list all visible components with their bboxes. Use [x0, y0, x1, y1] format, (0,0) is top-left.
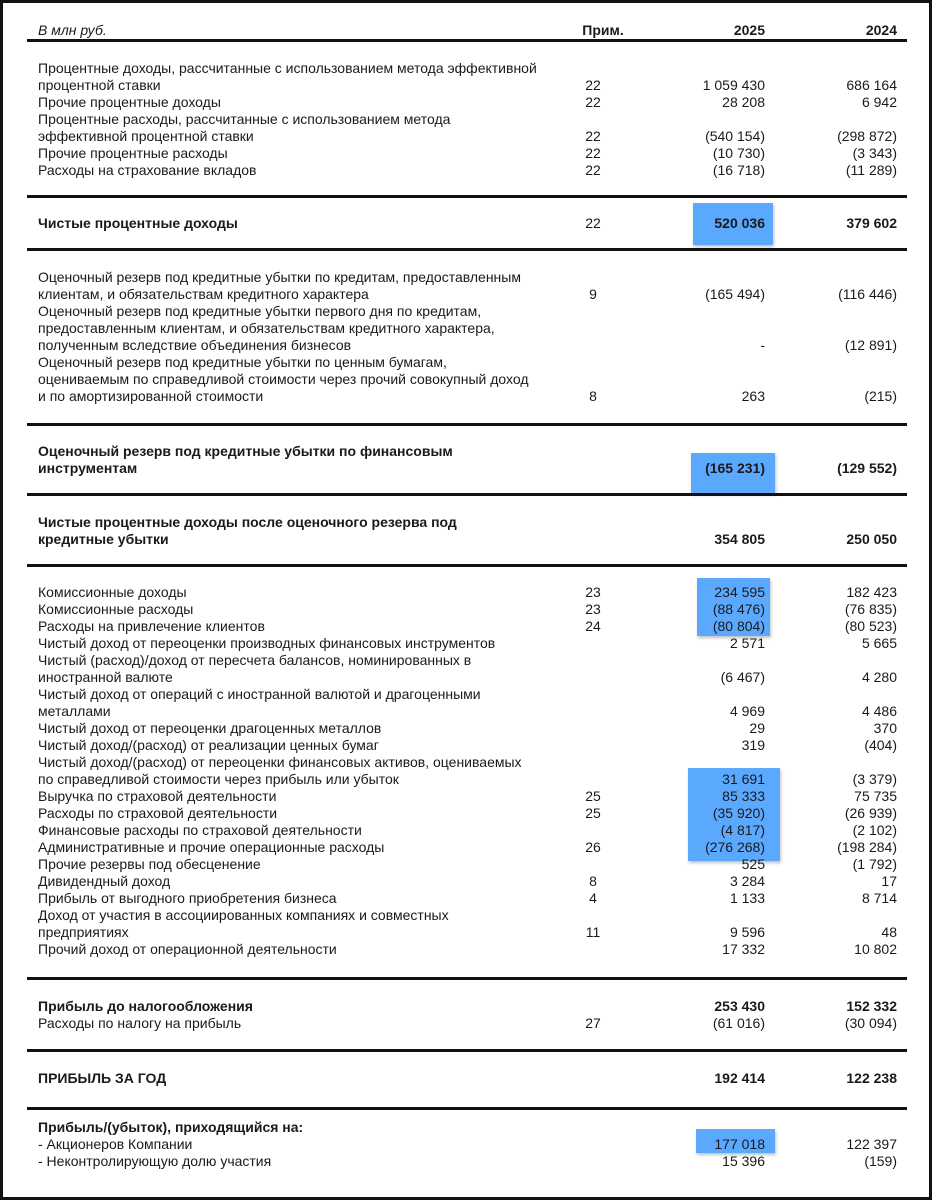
row-value-2025: 354 805	[714, 531, 765, 547]
table-row-total	[38, 1070, 898, 1087]
row-label: Прочие резервы под обесценение	[38, 856, 261, 872]
row-note: 9	[589, 286, 597, 302]
row-value-2025: 3 284	[729, 873, 765, 889]
table-row	[38, 269, 898, 303]
table-row	[38, 941, 898, 958]
row-label: Прибыль/(убыток), приходящийся на:	[38, 1119, 304, 1135]
table-row	[38, 635, 898, 652]
row-label: Комиссионные расходы	[38, 601, 194, 617]
row-label: Административные и прочие операционные расходы	[38, 839, 385, 855]
section-divider	[27, 1107, 907, 1110]
table-row	[38, 737, 898, 754]
table-row	[38, 162, 898, 179]
row-value-2024: 182 423	[846, 584, 897, 600]
year-2025-column-header: 2025	[733, 22, 765, 38]
row-value-2025: (4 817)	[720, 822, 765, 838]
row-value-2025: 1 059 430	[702, 77, 765, 93]
row-value-2024: (404)	[864, 737, 897, 753]
row-label: Финансовые расходы по страховой деятельности	[38, 822, 362, 838]
row-value-2025: 234 595	[714, 584, 765, 600]
row-label: Чистый доход от операций с иностранной валютой и драгоценными металлами	[38, 686, 481, 719]
row-value-2024: (26 939)	[844, 805, 897, 821]
table-header	[27, 20, 907, 42]
row-label: Дивидендный доход	[38, 873, 171, 889]
section-divider	[27, 1049, 907, 1052]
row-value-2025: 525	[741, 856, 765, 872]
table-row-subtotal	[38, 215, 898, 232]
table-row	[38, 822, 898, 839]
row-value-2024: (129 552)	[837, 460, 897, 476]
row-value-2024: (80 523)	[844, 618, 897, 634]
table-row	[38, 354, 898, 405]
row-note: 22	[585, 77, 601, 93]
row-note: 4	[589, 890, 597, 906]
row-label: Чистый доход/(расход) от переоценки финансовых активов, оцениваемых по справедливой стоимости через прибыль или убыток	[38, 754, 522, 787]
row-value-2025: (80 804)	[712, 618, 765, 634]
row-label: Чистые процентные доходы	[38, 215, 238, 231]
row-value-2024: (3 379)	[852, 771, 897, 787]
row-value-2024: 8 714	[861, 890, 897, 906]
row-value-2025: 319	[741, 737, 765, 753]
attribution-heading	[38, 1119, 898, 1136]
row-label: Оценочный резерв под кредитные убытки по кредитам, предоставленным клиентам, и обязательствам кредитного характера	[38, 269, 521, 302]
row-label: Процентные доходы, рассчитанные с использованием метода эффективной процентной ставки	[38, 60, 537, 93]
row-note: 22	[585, 145, 601, 161]
row-value-2024: 370	[873, 720, 897, 736]
row-value-2025: 85 333	[722, 788, 765, 804]
row-value-2024: 686 164	[846, 77, 897, 93]
row-value-2024: 379 602	[846, 215, 897, 231]
row-value-2024: (298 872)	[837, 128, 897, 144]
row-note: 24	[585, 618, 601, 634]
row-value-2025: 15 396	[722, 1153, 765, 1169]
row-label: Расходы на привлечение клиентов	[38, 618, 265, 634]
row-note: 22	[585, 162, 601, 178]
table-row	[38, 303, 898, 354]
row-value-2025: -	[760, 337, 765, 353]
row-value-2024: 152 332	[846, 998, 897, 1014]
note-column-header: Прим.	[582, 22, 624, 38]
row-label: Расходы на страхование вкладов	[38, 162, 257, 178]
table-row	[38, 601, 898, 618]
row-value-2025: (165 231)	[705, 460, 765, 476]
row-note: 8	[589, 388, 597, 404]
row-value-2024: 4 486	[861, 703, 897, 719]
row-label: Оценочный резерв под кредитные убытки по ценным бумагам, оцениваемым по справедливой стоимости через прочий совокупный доход и по амортизированной стоимости	[38, 354, 529, 404]
row-value-2024: (76 835)	[844, 601, 897, 617]
row-value-2025: 253 430	[714, 998, 765, 1014]
row-value-2025: (6 467)	[720, 669, 765, 685]
row-note: 26	[585, 839, 601, 855]
row-value-2024: 6 942	[861, 94, 897, 110]
table-row-subtotal	[38, 514, 898, 548]
row-value-2025: 9 596	[729, 924, 765, 940]
section-divider	[27, 977, 907, 980]
row-value-2024: 10 802	[854, 941, 897, 957]
row-value-2025: 17 332	[722, 941, 765, 957]
row-value-2024: 17	[881, 873, 897, 889]
row-note: 23	[585, 584, 601, 600]
row-label: Чистый доход от переоценки производных финансовых инструментов	[38, 635, 496, 651]
row-value-2024: (159)	[864, 1153, 897, 1169]
section-divider	[27, 564, 907, 567]
row-value-2025: (16 718)	[712, 162, 765, 178]
table-row-subtotal	[38, 443, 898, 477]
row-label: Прибыль до налогообложения	[38, 998, 253, 1014]
table-row	[38, 873, 898, 890]
row-label: Процентные расходы, рассчитанные с использованием метода эффективной процентной ставки	[38, 111, 451, 144]
table-row	[38, 1153, 898, 1170]
row-label: - Акционеров Компании	[38, 1136, 193, 1152]
table-row	[38, 754, 898, 788]
row-value-2024: (1 792)	[852, 856, 897, 872]
row-note: 22	[585, 128, 601, 144]
row-value-2024: (198 284)	[837, 839, 897, 855]
row-note: 22	[585, 94, 601, 110]
row-value-2024: (12 891)	[844, 337, 897, 353]
row-value-2025: (10 730)	[712, 145, 765, 161]
row-note: 27	[585, 1015, 601, 1031]
row-value-2024: 75 735	[854, 788, 897, 804]
row-label: - Неконтролирующую долю участия	[38, 1153, 272, 1169]
table-row	[38, 618, 898, 635]
row-value-2025: 2 571	[729, 635, 765, 651]
row-value-2024: 122 397	[846, 1136, 897, 1152]
row-value-2024: (2 102)	[852, 822, 897, 838]
table-row	[38, 60, 898, 94]
row-value-2025: 520 036	[714, 215, 765, 231]
table-row	[38, 1015, 898, 1032]
table-row	[38, 652, 898, 686]
row-value-2025: (35 920)	[712, 805, 765, 821]
row-label: Выручка по страховой деятельности	[38, 788, 277, 804]
row-note: 8	[589, 873, 597, 889]
row-value-2025: (61 016)	[712, 1015, 765, 1031]
row-label: Доход от участия в ассоциированных компаниях и совместных предприятиях	[38, 907, 449, 940]
row-value-2024: 4 280	[861, 669, 897, 685]
row-value-2025: 4 969	[729, 703, 765, 719]
table-row	[38, 94, 898, 111]
table-row-subtotal	[38, 998, 898, 1015]
section-divider	[27, 195, 907, 198]
table-row	[38, 890, 898, 907]
row-value-2024: (215)	[864, 388, 897, 404]
unit-label: В млн руб.	[38, 22, 107, 38]
row-value-2025: 192 414	[714, 1070, 765, 1086]
table-row	[38, 907, 898, 941]
section-divider	[27, 423, 907, 426]
row-note: 25	[585, 805, 601, 821]
table-row	[38, 720, 898, 737]
table-row	[38, 111, 898, 145]
row-value-2025: 29	[749, 720, 765, 736]
section-divider	[27, 493, 907, 496]
row-label: Расходы по налогу на прибыль	[38, 1015, 242, 1031]
year-2024-column-header: 2024	[865, 22, 897, 38]
row-label: Чистый доход/(расход) от реализации ценных бумаг	[38, 737, 379, 753]
row-label: Прочие процентные доходы	[38, 94, 221, 110]
row-value-2025: 1 133	[729, 890, 765, 906]
row-value-2024: (30 094)	[844, 1015, 897, 1031]
row-label: Прибыль от выгодного приобретения бизнеса	[38, 890, 337, 906]
row-label: Прочий доход от операционной деятельности	[38, 941, 337, 957]
table-row	[38, 145, 898, 162]
table-row	[38, 839, 898, 856]
table-row	[38, 584, 898, 601]
row-value-2025: (88 476)	[712, 601, 765, 617]
row-label: Комиссионные доходы	[38, 584, 187, 600]
row-note: 22	[585, 215, 601, 231]
table-row	[38, 686, 898, 720]
table-row	[38, 856, 898, 873]
row-note: 25	[585, 788, 601, 804]
row-value-2024: (11 289)	[845, 162, 897, 178]
row-label: Оценочный резерв под кредитные убытки первого дня по кредитам, предоставленным клиентам, и обязательствам кредитного характера, полученным вследствие объединения бизнесов	[38, 303, 495, 353]
row-value-2025: 263	[741, 388, 765, 404]
section-divider	[27, 248, 907, 251]
row-label: Чистый доход от переоценки драгоценных металлов	[38, 720, 382, 736]
row-value-2025: 177 018	[714, 1136, 765, 1152]
row-value-2024: (116 446)	[838, 286, 897, 302]
table-row	[38, 1136, 898, 1153]
row-value-2024: (3 343)	[852, 145, 897, 161]
row-note: 23	[585, 601, 601, 617]
row-label: Расходы по страховой деятельности	[38, 805, 278, 821]
row-label: Чистые процентные доходы после оценочного резерва под кредитные убытки	[38, 514, 457, 547]
row-note: 11	[585, 924, 601, 940]
row-value-2024: 250 050	[846, 531, 897, 547]
table-row	[38, 805, 898, 822]
row-label: Чистый (расход)/доход от пересчета балансов, номинированных в иностранной валюте	[38, 652, 472, 685]
row-value-2025: (165 494)	[705, 286, 765, 302]
row-value-2024: 122 238	[846, 1070, 897, 1086]
row-label: Прочие процентные расходы	[38, 145, 228, 161]
row-label: ПРИБЫЛЬ ЗА ГОД	[38, 1070, 167, 1086]
row-value-2025: (540 154)	[705, 128, 765, 144]
table-row	[38, 788, 898, 805]
row-value-2025: 28 208	[722, 94, 765, 110]
row-value-2024: 5 665	[861, 635, 897, 651]
row-value-2024: 48	[881, 924, 897, 940]
row-label: Оценочный резерв под кредитные убытки по финансовым инструментам	[38, 443, 453, 476]
row-value-2025: 31 691	[722, 771, 765, 787]
row-value-2025: (276 268)	[705, 839, 765, 855]
